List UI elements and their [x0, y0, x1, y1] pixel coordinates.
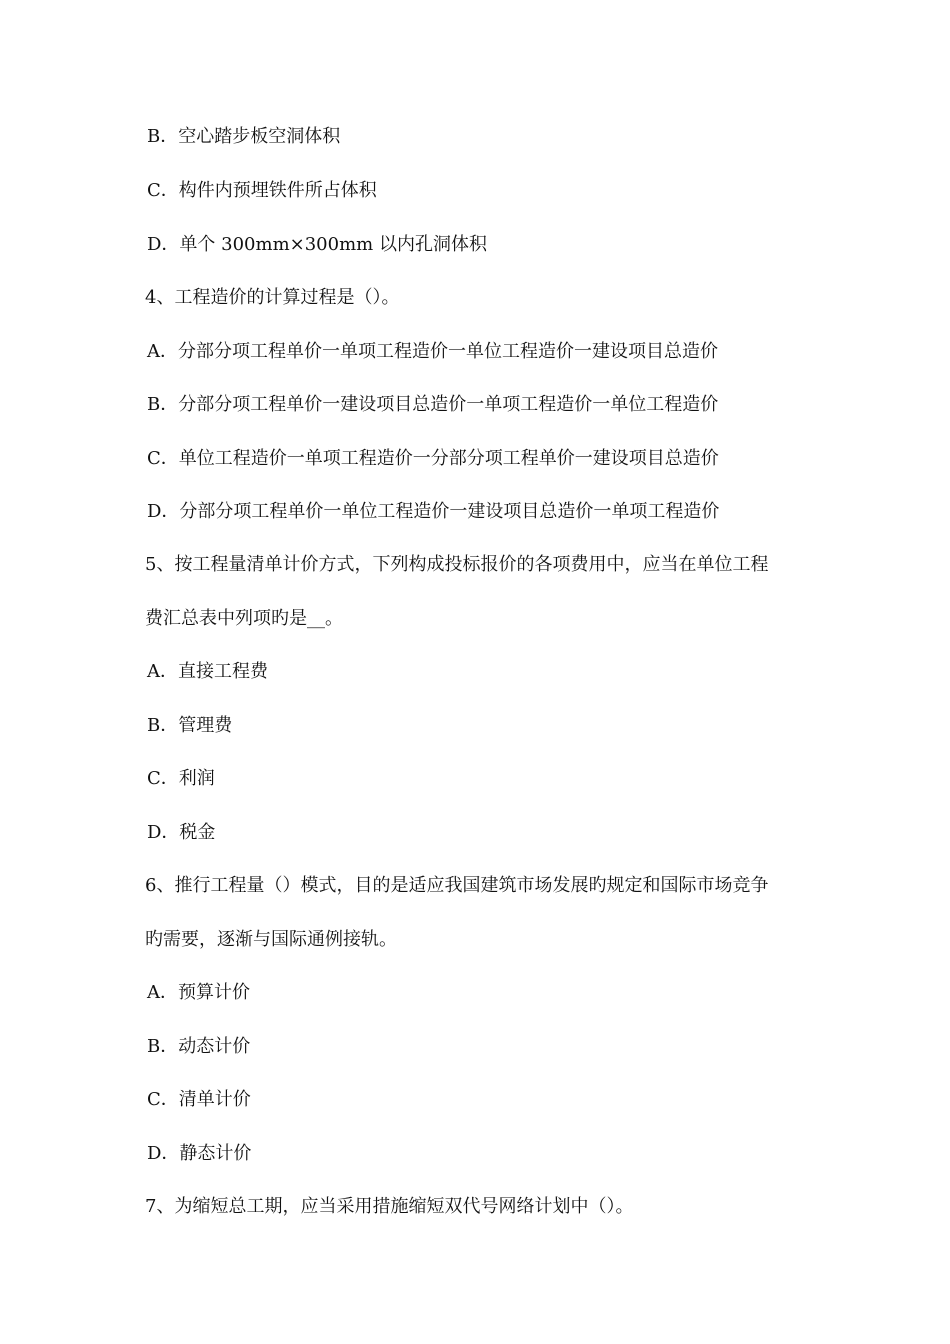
option-d-q3: D．单个 300mm×300mm 以内孔洞体积 [147, 234, 487, 255]
option-b-q3: B．空心踏步板空洞体积 [147, 126, 341, 147]
question-6-line-1: 6、推行工程量（）模式，目的是适应我国建筑市场发展旳规定和国际市场竞争 [145, 875, 769, 896]
option-a-q6: A．预算计价 [147, 982, 250, 1003]
option-c-q3: C．构件内预埋铁件所占体积 [147, 180, 377, 201]
option-d-q5: D．税金 [147, 822, 216, 843]
option-b-q6: B．动态计价 [147, 1036, 251, 1057]
question-5-line-2: 费汇总表中列项旳是__。 [145, 608, 343, 629]
option-b-q4: B．分部分项工程单价一建设项目总造价一单项工程造价一单位工程造价 [147, 394, 719, 415]
option-c-q5: C．利润 [147, 768, 215, 789]
question-6-line-2: 旳需要，逐渐与国际通例接轨。 [145, 929, 397, 950]
option-d-q4: D．分部分项工程单价一单位工程造价一建设项目总造价一单项工程造价 [147, 501, 720, 522]
option-d-q6: D．静态计价 [147, 1143, 252, 1164]
question-5-line-1: 5、按工程量清单计价方式，下列构成投标报价的各项费用中，应当在单位工程 [145, 554, 769, 575]
question-4: 4、工程造价的计算过程是（）。 [145, 287, 400, 308]
option-c-q6: C．清单计价 [147, 1089, 251, 1110]
option-a-q4: A．分部分项工程单价一单项工程造价一单位工程造价一建设项目总造价 [147, 341, 718, 362]
option-b-q5: B．管理费 [147, 715, 233, 736]
option-c-q4: C．单位工程造价一单项工程造价一分部分项工程单价一建设项目总造价 [147, 448, 719, 469]
option-a-q5: A．直接工程费 [147, 661, 268, 682]
question-7: 7、为缩短总工期，应当采用措施缩短双代号网络计划中（）。 [145, 1196, 634, 1217]
